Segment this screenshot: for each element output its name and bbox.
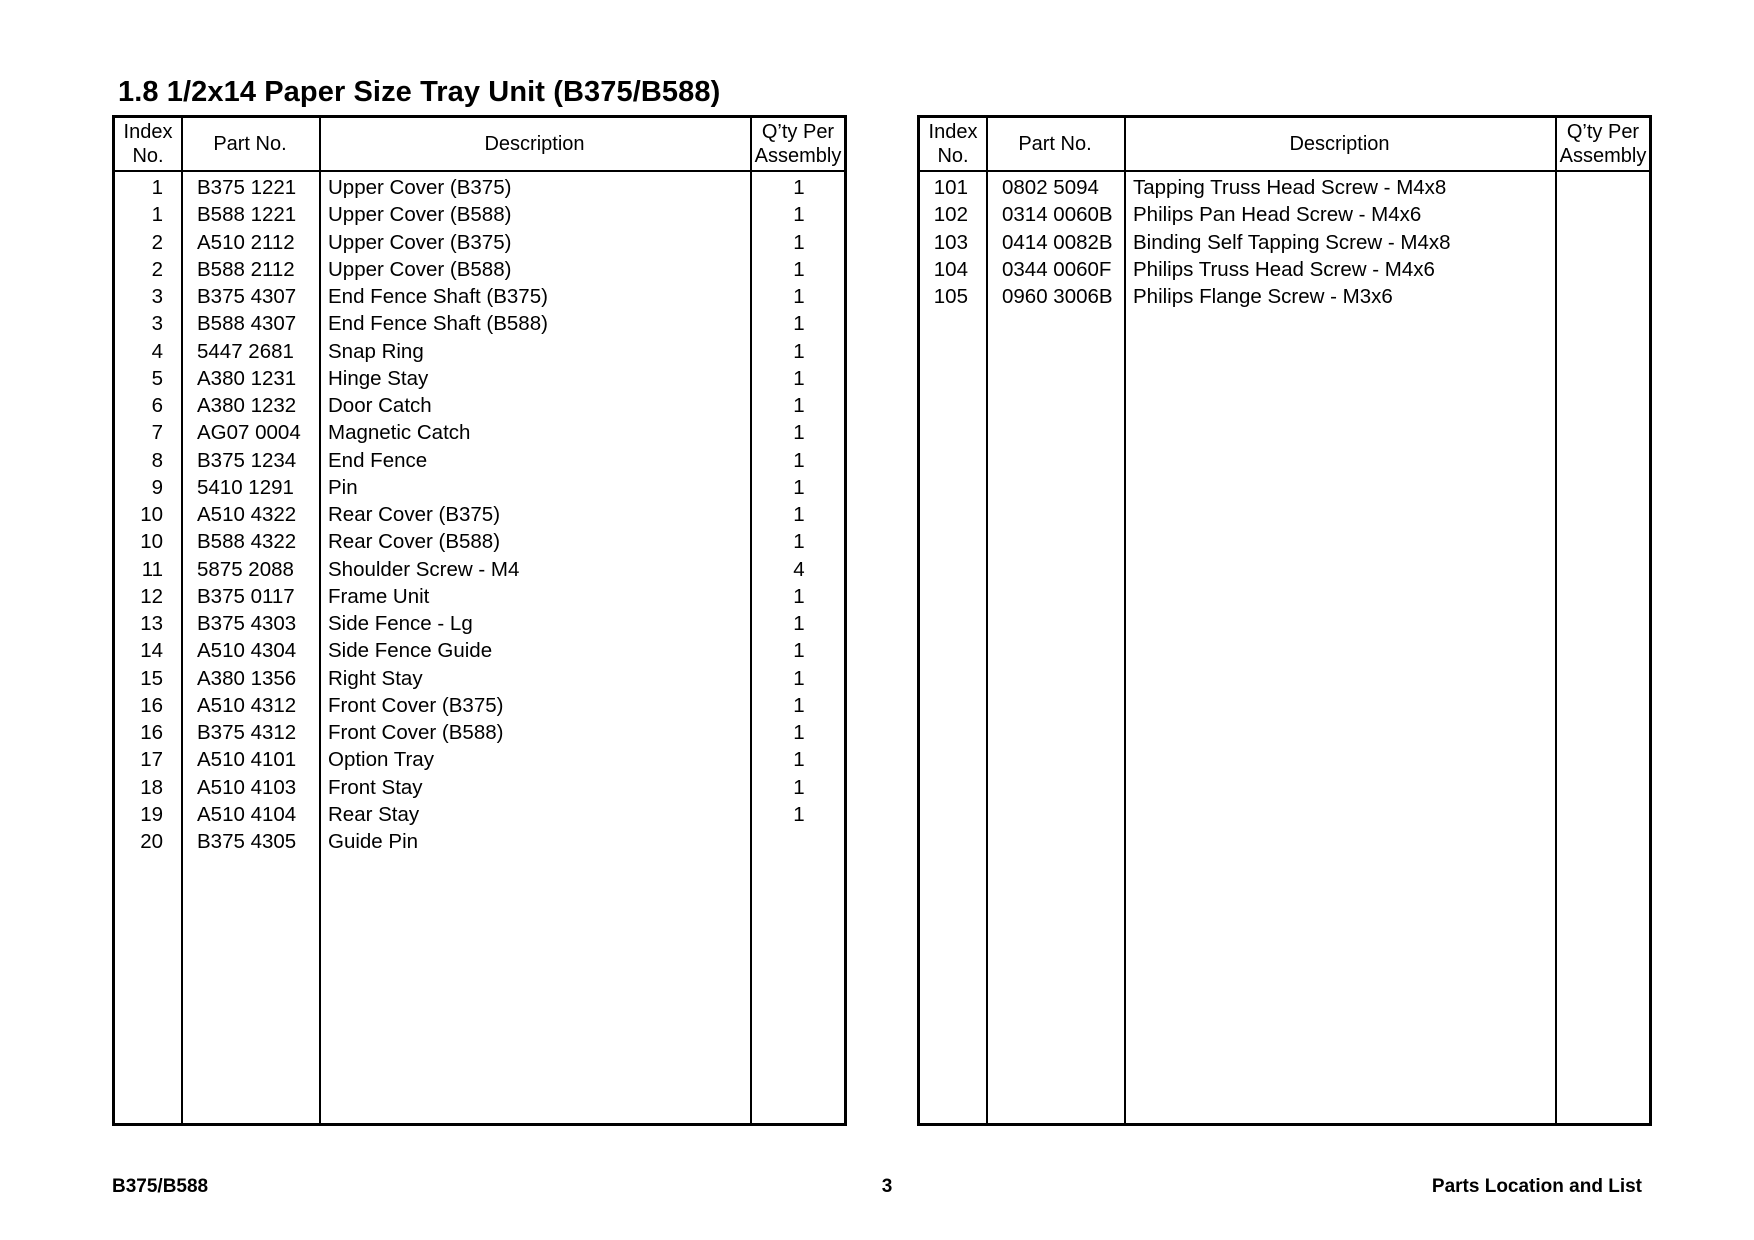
- qty-cell: [1557, 229, 1651, 256]
- page-title: 1.8 1/2x14 Paper Size Tray Unit (B375/B588): [118, 76, 721, 108]
- index-cell: 19: [140, 802, 163, 826]
- qty-cell: 1: [793, 666, 805, 690]
- index-cell: 101: [933, 176, 968, 199]
- table-row: [115, 610, 844, 637]
- footer-page-number: 3: [881, 1176, 893, 1197]
- index-cell: 10: [140, 530, 163, 554]
- description-cell: Upper Cover (B375): [328, 230, 512, 254]
- table-row: [115, 801, 844, 828]
- qty-cell: 1: [793, 203, 805, 227]
- header-divider: [115, 170, 844, 172]
- index-cell: 16: [140, 693, 163, 717]
- part-no-cell: B375 1221: [197, 176, 297, 199]
- index-cell: 12: [140, 584, 163, 608]
- description-cell: Binding Self Tapping Screw - M4x8: [1133, 230, 1451, 254]
- index-cell: 20: [140, 830, 163, 853]
- part-no-cell: 5447 2681: [197, 339, 294, 363]
- description-cell: Shoulder Screw - M4: [328, 557, 520, 581]
- description-cell: Upper Cover (B588): [328, 257, 512, 281]
- description-cell: Rear Cover (B588): [328, 530, 501, 554]
- index-cell: 14: [140, 639, 163, 663]
- index-cell: 2: [151, 230, 163, 254]
- index-cell: 13: [140, 612, 163, 635]
- table-row: [115, 474, 844, 501]
- qty-cell: 1: [793, 285, 805, 308]
- part-no-cell: B375 4312: [197, 721, 297, 744]
- table-row: [920, 201, 1649, 228]
- qty-cell: 1: [793, 639, 805, 663]
- table-body: [115, 174, 844, 855]
- qty-cell: [1557, 283, 1651, 310]
- qty-cell: 1: [793, 721, 805, 744]
- part-no-cell: 5410 1291: [197, 475, 294, 499]
- description-cell: Guide Pin: [328, 830, 419, 853]
- index-cell: 1: [151, 203, 163, 227]
- header-part-no: Part No.: [1018, 133, 1092, 155]
- description-cell: Snap Ring: [328, 339, 424, 363]
- header-description: Description: [1289, 133, 1390, 155]
- index-cell: 3: [151, 285, 163, 308]
- description-cell: Front Cover (B375): [328, 693, 504, 717]
- qty-cell: 4: [793, 557, 805, 581]
- index-cell: 16: [140, 721, 163, 744]
- part-no-cell: B375 4303: [197, 612, 297, 635]
- part-no-cell: B588 4307: [197, 312, 297, 336]
- part-no-cell: B588 2112: [197, 257, 295, 281]
- qty-cell: 1: [793, 503, 805, 526]
- table-row: [115, 310, 844, 337]
- qty-cell: 1: [793, 693, 805, 717]
- description-cell: End Fence Shaft (B588): [328, 312, 548, 336]
- qty-cell: 1: [793, 339, 805, 363]
- description-cell: Pin: [328, 475, 358, 499]
- description-cell: Frame Unit: [328, 584, 430, 608]
- table-row: [115, 338, 844, 365]
- qty-cell: 1: [793, 584, 805, 608]
- part-no-cell: 0802 5094: [1002, 176, 1099, 199]
- description-cell: Philips Pan Head Screw - M4x6: [1133, 203, 1422, 227]
- index-cell: 102: [933, 203, 968, 227]
- qty-cell: 1: [793, 802, 805, 826]
- part-no-cell: 0960 3006B: [1002, 285, 1113, 308]
- part-no-cell: A510 2112: [197, 230, 295, 254]
- index-cell: 15: [140, 666, 163, 690]
- index-cell: 105: [933, 285, 968, 308]
- part-no-cell: A510 4304: [197, 639, 297, 663]
- parts-table-left: [112, 115, 847, 1126]
- qty-cell: [1557, 174, 1651, 201]
- index-cell: 6: [151, 394, 163, 417]
- qty-cell: 1: [793, 530, 805, 554]
- index-cell: 10: [140, 503, 163, 526]
- description-cell: Front Stay: [328, 775, 423, 799]
- description-cell: Right Stay: [328, 666, 423, 690]
- description-cell: Tapping Truss Head Screw - M4x8: [1133, 176, 1447, 199]
- table-row: [115, 583, 844, 610]
- index-cell: 7: [151, 421, 163, 445]
- part-no-cell: A510 4103: [197, 775, 297, 799]
- description-cell: Side Fence Guide: [328, 639, 493, 663]
- part-no-cell: A510 4322: [197, 503, 297, 526]
- part-no-cell: A510 4312: [197, 693, 297, 717]
- table-row: [920, 283, 1649, 310]
- description-cell: Rear Cover (B375): [328, 503, 501, 526]
- table-row: [115, 229, 844, 256]
- qty-cell: 1: [793, 421, 805, 445]
- qty-cell: 1: [793, 448, 805, 472]
- index-cell: 11: [141, 557, 163, 581]
- table-header: [920, 118, 1649, 170]
- index-cell: 17: [140, 748, 163, 772]
- table-row: [115, 692, 844, 719]
- header-description: Description: [484, 133, 585, 155]
- footer-model: B375/B588: [112, 1176, 209, 1197]
- header-part-no: Part No.: [213, 133, 287, 155]
- header-qty: Q’ty Per Assembly: [754, 121, 842, 167]
- qty-cell: 1: [793, 257, 805, 281]
- part-no-cell: A380 1232: [197, 394, 297, 417]
- part-no-cell: B375 0117: [197, 584, 295, 608]
- table-row: [115, 719, 844, 746]
- index-cell: 18: [140, 775, 163, 799]
- index-cell: 2: [151, 257, 163, 281]
- header-qty: Q’ty Per Assembly: [1559, 121, 1647, 167]
- header-index: Index No.: [928, 121, 978, 167]
- description-cell: Upper Cover (B375): [328, 176, 512, 199]
- part-no-cell: 0314 0060B: [1002, 203, 1113, 227]
- table-row: [115, 392, 844, 419]
- qty-cell: [752, 828, 846, 855]
- table-row: [115, 556, 844, 583]
- table-row: [115, 201, 844, 228]
- table-row: [115, 774, 844, 801]
- part-no-cell: 0414 0082B: [1002, 230, 1113, 254]
- table-row: [115, 256, 844, 283]
- table-row: [115, 365, 844, 392]
- qty-cell: [1557, 256, 1651, 283]
- qty-cell: 1: [793, 230, 805, 254]
- qty-cell: 1: [793, 748, 805, 772]
- description-cell: Front Cover (B588): [328, 721, 504, 744]
- footer-section: Parts Location and List: [1431, 1176, 1642, 1197]
- description-cell: Philips Flange Screw - M3x6: [1133, 285, 1393, 308]
- table-row: [920, 229, 1649, 256]
- table-row: [115, 447, 844, 474]
- index-cell: 103: [933, 230, 968, 254]
- description-cell: Option Tray: [328, 748, 434, 772]
- description-cell: Side Fence - Lg: [328, 612, 473, 635]
- description-cell: End Fence Shaft (B375): [328, 285, 548, 308]
- description-cell: Magnetic Catch: [328, 421, 471, 445]
- index-cell: 9: [151, 475, 163, 499]
- qty-cell: 1: [793, 475, 805, 499]
- part-no-cell: 0344 0060F: [1002, 257, 1112, 281]
- index-cell: 4: [151, 339, 163, 363]
- table-row: [920, 174, 1649, 201]
- description-cell: End Fence: [328, 448, 428, 472]
- table-row: [115, 419, 844, 446]
- part-no-cell: B588 1221: [197, 203, 297, 227]
- qty-cell: 1: [793, 612, 805, 635]
- table-row: [115, 528, 844, 555]
- header-divider: [920, 170, 1649, 172]
- table-row: [115, 746, 844, 773]
- part-no-cell: AG07 0004: [197, 421, 301, 445]
- table-row: [115, 174, 844, 201]
- index-cell: 1: [151, 176, 163, 199]
- header-index: Index No.: [123, 121, 173, 167]
- index-cell: 5: [151, 366, 163, 390]
- part-no-cell: A380 1231: [197, 366, 297, 390]
- part-no-cell: B375 1234: [197, 448, 297, 472]
- table-row: [115, 637, 844, 664]
- description-cell: Door Catch: [328, 394, 432, 417]
- part-no-cell: A380 1356: [197, 666, 297, 690]
- index-cell: 104: [933, 257, 968, 281]
- table-row: [115, 283, 844, 310]
- qty-cell: 1: [793, 366, 805, 390]
- index-cell: 8: [151, 448, 163, 472]
- part-no-cell: A510 4104: [197, 802, 297, 826]
- description-cell: Philips Truss Head Screw - M4x6: [1133, 257, 1435, 281]
- qty-cell: 1: [793, 312, 805, 336]
- qty-cell: 1: [793, 394, 805, 417]
- part-no-cell: B588 4322: [197, 530, 297, 554]
- table-row: [115, 828, 844, 855]
- qty-cell: 1: [793, 176, 805, 199]
- table-header: [115, 118, 844, 170]
- description-cell: Rear Stay: [328, 802, 420, 826]
- description-cell: Hinge Stay: [328, 366, 429, 390]
- index-cell: 3: [151, 312, 163, 336]
- table-row: [115, 665, 844, 692]
- part-no-cell: B375 4305: [197, 830, 297, 853]
- qty-cell: 1: [793, 775, 805, 799]
- part-no-cell: B375 4307: [197, 285, 297, 308]
- table-body: [920, 174, 1649, 310]
- description-cell: Upper Cover (B588): [328, 203, 512, 227]
- qty-cell: [1557, 201, 1651, 228]
- part-no-cell: A510 4101: [197, 748, 297, 772]
- table-row: [920, 256, 1649, 283]
- table-row: [115, 501, 844, 528]
- parts-table-right: [917, 115, 1652, 1126]
- part-no-cell: 5875 2088: [197, 557, 294, 581]
